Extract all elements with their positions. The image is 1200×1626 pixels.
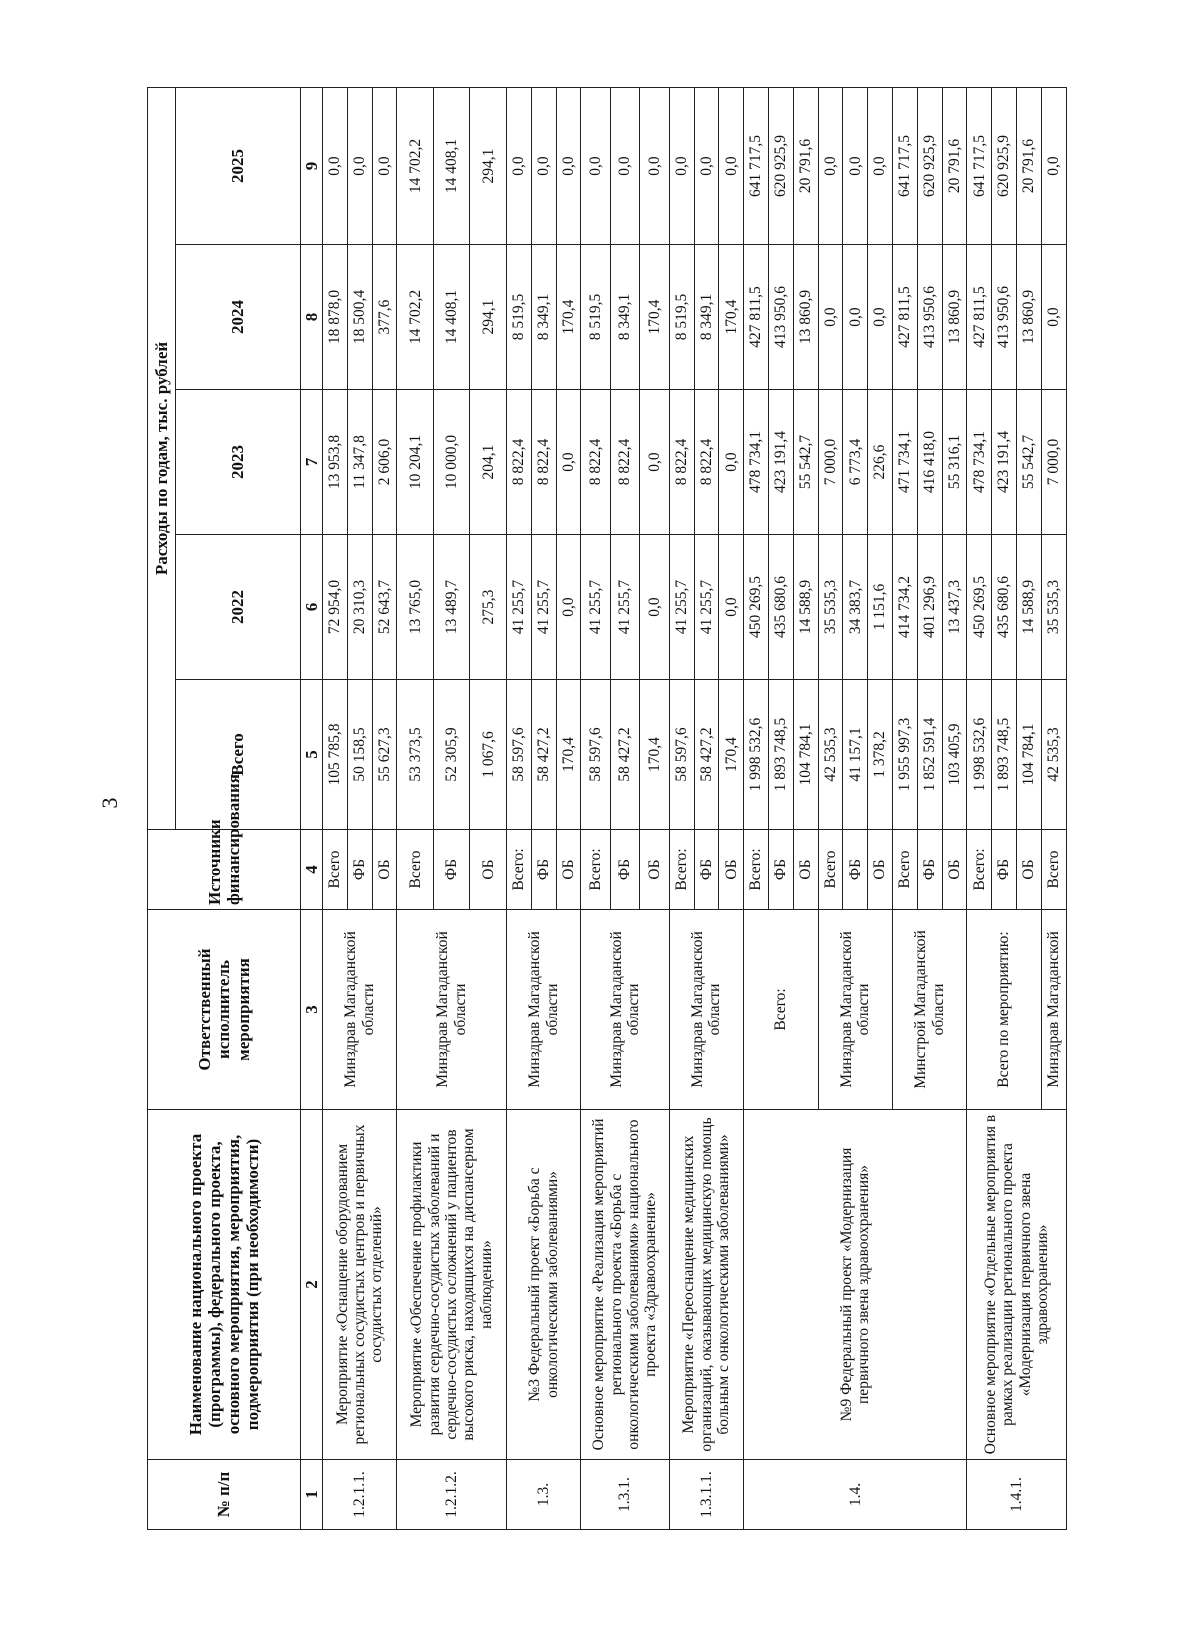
row-amount: 14 408,1 bbox=[433, 245, 469, 390]
row-responsible: Всего: bbox=[744, 910, 818, 1110]
row-amount: 0,0 bbox=[719, 87, 744, 244]
row-amount: 478 734,1 bbox=[744, 390, 769, 535]
row-amount: 41 255,7 bbox=[531, 535, 556, 680]
header-total: Всего bbox=[176, 680, 301, 830]
row-responsible: Всего по мероприятию: bbox=[967, 910, 1041, 1110]
row-source: ФБ bbox=[433, 830, 469, 910]
row-amount: 58 427,2 bbox=[531, 680, 556, 830]
row-amount: 13 860,9 bbox=[942, 245, 967, 390]
row-amount: 41 255,7 bbox=[610, 535, 639, 680]
row-amount: 13 953,8 bbox=[323, 390, 348, 535]
row-source: ОБ bbox=[556, 830, 581, 910]
row-amount: 10 204,1 bbox=[397, 390, 433, 535]
row-amount: 103 405,9 bbox=[942, 680, 967, 830]
row-source: ФБ bbox=[610, 830, 639, 910]
row-amount: 8 349,1 bbox=[531, 245, 556, 390]
row-source: ОБ bbox=[372, 830, 397, 910]
row-amount: 58 427,2 bbox=[610, 680, 639, 830]
rotated-table-container bbox=[147, 88, 1067, 1530]
row-amount: 620 925,9 bbox=[992, 87, 1017, 244]
row-amount: 8 822,4 bbox=[610, 390, 639, 535]
table-row bbox=[967, 87, 992, 1529]
row-amount: 41 255,7 bbox=[694, 535, 719, 680]
row-responsible: Минздрав Магаданской bbox=[1041, 910, 1066, 1110]
row-amount: 55 542,7 bbox=[1017, 390, 1042, 535]
row-number: 1.3. bbox=[506, 1460, 580, 1530]
row-amount: 471 734,1 bbox=[893, 390, 918, 535]
row-amount: 8 822,4 bbox=[581, 390, 610, 535]
column-number: 7 bbox=[301, 390, 323, 535]
row-name: Мероприятие «Оснащение оборудованием региональных сосудистых центров и первичных сосудистых отделений» bbox=[323, 1110, 397, 1460]
row-amount: 14 702,2 bbox=[397, 245, 433, 390]
row-source: Всего: bbox=[581, 830, 610, 910]
row-amount: 170,4 bbox=[719, 680, 744, 830]
row-amount: 7 000,0 bbox=[1041, 390, 1066, 535]
column-number: 6 bbox=[301, 535, 323, 680]
row-amount: 41 157,1 bbox=[843, 680, 868, 830]
row-amount: 55 627,3 bbox=[372, 680, 397, 830]
row-amount: 10 000,0 bbox=[433, 390, 469, 535]
row-amount: 1 067,6 bbox=[470, 680, 507, 830]
row-amount: 42 535,3 bbox=[818, 680, 843, 830]
row-amount: 170,4 bbox=[556, 245, 581, 390]
row-amount: 423 191,4 bbox=[992, 390, 1017, 535]
row-source: ОБ bbox=[640, 830, 669, 910]
row-amount: 0,0 bbox=[669, 87, 694, 244]
table-row bbox=[323, 87, 348, 1529]
row-amount: 35 535,3 bbox=[818, 535, 843, 680]
row-amount: 11 347,8 bbox=[347, 390, 372, 535]
row-name: Мероприятие «Обеспечение профилактики развития сердечно-сосудистых заболеваний и сердечно-сосудистых осложнений у пациентов высокого риска, находящихся на диспансерном наблюдении» bbox=[397, 1110, 506, 1460]
row-amount: 7 000,0 bbox=[818, 390, 843, 535]
row-source: Всего bbox=[818, 830, 843, 910]
row-amount: 1 998 532,6 bbox=[744, 680, 769, 830]
row-source: Всего bbox=[323, 830, 348, 910]
row-source: Всего bbox=[1041, 830, 1066, 910]
row-amount: 0,0 bbox=[581, 87, 610, 244]
header-source: Источники финансирования bbox=[148, 830, 301, 910]
row-amount: 170,4 bbox=[640, 245, 669, 390]
row-amount: 0,0 bbox=[323, 87, 348, 244]
header-responsible: Ответственный исполнитель мероприятия bbox=[148, 910, 301, 1110]
row-source: ОБ bbox=[868, 830, 893, 910]
row-responsible: Минздрав Магаданской области bbox=[669, 910, 743, 1110]
row-source: Всего: bbox=[506, 830, 531, 910]
row-amount: 20 310,3 bbox=[347, 535, 372, 680]
row-amount: 8 349,1 bbox=[694, 245, 719, 390]
row-source: Всего: bbox=[967, 830, 992, 910]
row-amount: 0,0 bbox=[506, 87, 531, 244]
row-amount: 72 954,0 bbox=[323, 535, 348, 680]
column-number: 1 bbox=[301, 1460, 323, 1530]
row-amount: 294,1 bbox=[470, 87, 507, 244]
row-number: 1.4. bbox=[744, 1460, 967, 1530]
row-name: Основное мероприятие «Реализация мероприятий регионального проекта «Борьба с онкологическими заболеваниями» национального проекта «Здравоохранение» bbox=[581, 1110, 669, 1460]
column-number-row bbox=[301, 87, 323, 1529]
row-amount: 0,0 bbox=[694, 87, 719, 244]
row-amount: 6 773,4 bbox=[843, 390, 868, 535]
row-amount: 8 822,4 bbox=[531, 390, 556, 535]
row-amount: 226,6 bbox=[868, 390, 893, 535]
row-amount: 1 893 748,5 bbox=[768, 680, 793, 830]
row-number: 1.3.1. bbox=[581, 1460, 669, 1530]
row-amount: 0,0 bbox=[640, 535, 669, 680]
row-responsible: Минстрой Магаданской области bbox=[893, 910, 967, 1110]
row-amount: 641 717,5 bbox=[744, 87, 769, 244]
row-amount: 0,0 bbox=[1041, 245, 1066, 390]
row-amount: 170,4 bbox=[556, 680, 581, 830]
row-amount: 1 852 591,4 bbox=[917, 680, 942, 830]
row-name: №3 Федеральный проект «Борьба с онкологическими заболеваниями» bbox=[506, 1110, 580, 1460]
table-row bbox=[397, 87, 433, 1529]
row-amount: 377,6 bbox=[372, 245, 397, 390]
row-amount: 0,0 bbox=[868, 245, 893, 390]
column-number: 3 bbox=[301, 910, 323, 1110]
row-amount: 104 784,1 bbox=[793, 680, 818, 830]
row-source: ОБ bbox=[942, 830, 967, 910]
row-amount: 34 383,7 bbox=[843, 535, 868, 680]
row-source: ОБ bbox=[793, 830, 818, 910]
row-amount: 0,0 bbox=[843, 245, 868, 390]
table-row bbox=[506, 87, 531, 1529]
row-amount: 41 255,7 bbox=[669, 535, 694, 680]
row-amount: 413 950,6 bbox=[917, 245, 942, 390]
table-row bbox=[744, 87, 769, 1529]
row-amount: 0,0 bbox=[556, 535, 581, 680]
row-amount: 423 191,4 bbox=[768, 390, 793, 535]
row-amount: 0,0 bbox=[640, 390, 669, 535]
row-amount: 0,0 bbox=[610, 87, 639, 244]
row-name: Мероприятие «Переоснащение медицинских организаций, оказывающих медицинскую помощь больным с онкологическими заболеваниями» bbox=[669, 1110, 743, 1460]
row-amount: 170,4 bbox=[719, 245, 744, 390]
row-source: ФБ bbox=[347, 830, 372, 910]
header-2022: 2022 bbox=[176, 535, 301, 680]
row-amount: 8 519,5 bbox=[669, 245, 694, 390]
row-source: ФБ bbox=[992, 830, 1017, 910]
row-amount: 1 151,6 bbox=[868, 535, 893, 680]
row-amount: 14 588,9 bbox=[793, 535, 818, 680]
row-amount: 416 418,0 bbox=[917, 390, 942, 535]
row-source: ОБ bbox=[470, 830, 507, 910]
row-amount: 435 680,6 bbox=[992, 535, 1017, 680]
row-amount: 105 785,8 bbox=[323, 680, 348, 830]
row-amount: 620 925,9 bbox=[768, 87, 793, 244]
row-amount: 427 811,5 bbox=[893, 245, 918, 390]
row-amount: 0,0 bbox=[1041, 87, 1066, 244]
row-amount: 1 378,2 bbox=[868, 680, 893, 830]
row-amount: 13 437,3 bbox=[942, 535, 967, 680]
row-amount: 50 158,5 bbox=[347, 680, 372, 830]
row-amount: 427 811,5 bbox=[744, 245, 769, 390]
row-responsible: Минздрав Магаданской области bbox=[818, 910, 892, 1110]
row-amount: 55 542,7 bbox=[793, 390, 818, 535]
row-amount: 435 680,6 bbox=[768, 535, 793, 680]
row-amount: 294,1 bbox=[470, 245, 507, 390]
row-amount: 620 925,9 bbox=[917, 87, 942, 244]
row-amount: 13 489,7 bbox=[433, 535, 469, 680]
row-amount: 641 717,5 bbox=[967, 87, 992, 244]
row-amount: 58 597,6 bbox=[669, 680, 694, 830]
row-amount: 0,0 bbox=[818, 245, 843, 390]
row-amount: 18 500,4 bbox=[347, 245, 372, 390]
row-amount: 413 950,6 bbox=[768, 245, 793, 390]
row-amount: 0,0 bbox=[843, 87, 868, 244]
row-amount: 20 791,6 bbox=[942, 87, 967, 244]
row-amount: 8 519,5 bbox=[506, 245, 531, 390]
row-amount: 20 791,6 bbox=[1017, 87, 1042, 244]
row-amount: 52 643,7 bbox=[372, 535, 397, 680]
table-body bbox=[323, 87, 1067, 1529]
row-amount: 20 791,6 bbox=[793, 87, 818, 244]
row-amount: 104 784,1 bbox=[1017, 680, 1042, 830]
row-number: 1.3.1.1. bbox=[669, 1460, 743, 1530]
column-number: 9 bbox=[301, 87, 323, 244]
row-responsible: Минздрав Магаданской области bbox=[397, 910, 506, 1110]
row-amount: 1 998 532,6 bbox=[967, 680, 992, 830]
row-amount: 42 535,3 bbox=[1041, 680, 1066, 830]
row-name: Основное мероприятие «Отдельные мероприятия в рамках реализации регионального проекта «Модернизация первичного звена здравоохранения» bbox=[967, 1110, 1067, 1460]
row-number: 1.4.1. bbox=[967, 1460, 1067, 1530]
column-number: 2 bbox=[301, 1110, 323, 1460]
header-name: Наименование национального проекта (программы), федерального проекта, основного мероприятия, мероприятия, подмероприятия (при необходимости) bbox=[148, 1110, 301, 1460]
row-amount: 41 255,7 bbox=[581, 535, 610, 680]
row-amount: 35 535,3 bbox=[1041, 535, 1066, 680]
row-amount: 0,0 bbox=[719, 535, 744, 680]
table-row bbox=[669, 87, 694, 1529]
row-amount: 13 765,0 bbox=[397, 535, 433, 680]
row-responsible: Минздрав Магаданской области bbox=[506, 910, 580, 1110]
header-2025: 2025 bbox=[176, 87, 301, 244]
row-source: Всего bbox=[397, 830, 433, 910]
row-amount: 58 597,6 bbox=[506, 680, 531, 830]
row-amount: 0,0 bbox=[531, 87, 556, 244]
column-number: 5 bbox=[301, 680, 323, 830]
row-amount: 0,0 bbox=[556, 390, 581, 535]
row-amount: 58 597,6 bbox=[581, 680, 610, 830]
row-amount: 14 408,1 bbox=[433, 87, 469, 244]
row-amount: 478 734,1 bbox=[967, 390, 992, 535]
row-amount: 450 269,5 bbox=[744, 535, 769, 680]
page-number: 3 bbox=[97, 797, 122, 809]
row-amount: 275,3 bbox=[470, 535, 507, 680]
row-amount: 41 255,7 bbox=[506, 535, 531, 680]
row-source: Всего bbox=[893, 830, 918, 910]
row-amount: 8 349,1 bbox=[610, 245, 639, 390]
row-amount: 401 296,9 bbox=[917, 535, 942, 680]
row-amount: 13 860,9 bbox=[793, 245, 818, 390]
row-name: №9 Федеральный проект «Модернизация первичного звена здравоохранения» bbox=[744, 1110, 967, 1460]
header-2024: 2024 bbox=[176, 245, 301, 390]
row-amount: 0,0 bbox=[372, 87, 397, 244]
row-amount: 170,4 bbox=[640, 680, 669, 830]
row-amount: 0,0 bbox=[719, 390, 744, 535]
row-amount: 0,0 bbox=[818, 87, 843, 244]
row-source: ФБ bbox=[768, 830, 793, 910]
row-source: ФБ bbox=[843, 830, 868, 910]
row-amount: 14 588,9 bbox=[1017, 535, 1042, 680]
column-number: 4 bbox=[301, 830, 323, 910]
row-amount: 58 427,2 bbox=[694, 680, 719, 830]
row-amount: 8 822,4 bbox=[506, 390, 531, 535]
row-source: ФБ bbox=[531, 830, 556, 910]
row-amount: 14 702,2 bbox=[397, 87, 433, 244]
row-amount: 427 811,5 bbox=[967, 245, 992, 390]
row-number: 1.2.1.1. bbox=[323, 1460, 397, 1530]
row-amount: 0,0 bbox=[556, 87, 581, 244]
row-amount: 0,0 bbox=[640, 87, 669, 244]
row-responsible: Минздрав Магаданской области bbox=[323, 910, 397, 1110]
row-amount: 641 717,5 bbox=[893, 87, 918, 244]
row-amount: 1 893 748,5 bbox=[992, 680, 1017, 830]
row-amount: 450 269,5 bbox=[967, 535, 992, 680]
row-source: ФБ bbox=[917, 830, 942, 910]
header-number: № п/п bbox=[148, 1460, 301, 1530]
row-amount: 0,0 bbox=[347, 87, 372, 244]
header-2023: 2023 bbox=[176, 390, 301, 535]
column-number: 8 bbox=[301, 245, 323, 390]
table-row bbox=[581, 87, 610, 1529]
row-amount: 2 606,0 bbox=[372, 390, 397, 535]
row-amount: 414 734,2 bbox=[893, 535, 918, 680]
row-amount: 0,0 bbox=[868, 87, 893, 244]
row-amount: 8 822,4 bbox=[694, 390, 719, 535]
row-amount: 18 878,0 bbox=[323, 245, 348, 390]
row-source: ОБ bbox=[719, 830, 744, 910]
row-source: ФБ bbox=[694, 830, 719, 910]
header-expenses-group: Расходы по годам, тыс. рублей bbox=[148, 87, 176, 829]
row-source: Всего: bbox=[669, 830, 694, 910]
row-source: Всего: bbox=[744, 830, 769, 910]
row-responsible: Минздрав Магаданской области bbox=[581, 910, 669, 1110]
row-amount: 13 860,9 bbox=[1017, 245, 1042, 390]
row-amount: 8 519,5 bbox=[581, 245, 610, 390]
row-amount: 55 316,1 bbox=[942, 390, 967, 535]
row-amount: 53 373,5 bbox=[397, 680, 433, 830]
row-amount: 52 305,9 bbox=[433, 680, 469, 830]
row-number: 1.2.1.2. bbox=[397, 1460, 506, 1530]
row-source: ОБ bbox=[1017, 830, 1042, 910]
row-amount: 413 950,6 bbox=[992, 245, 1017, 390]
row-amount: 8 822,4 bbox=[669, 390, 694, 535]
financing-table bbox=[147, 87, 1067, 1530]
row-amount: 1 955 997,3 bbox=[893, 680, 918, 830]
row-amount: 204,1 bbox=[470, 390, 507, 535]
